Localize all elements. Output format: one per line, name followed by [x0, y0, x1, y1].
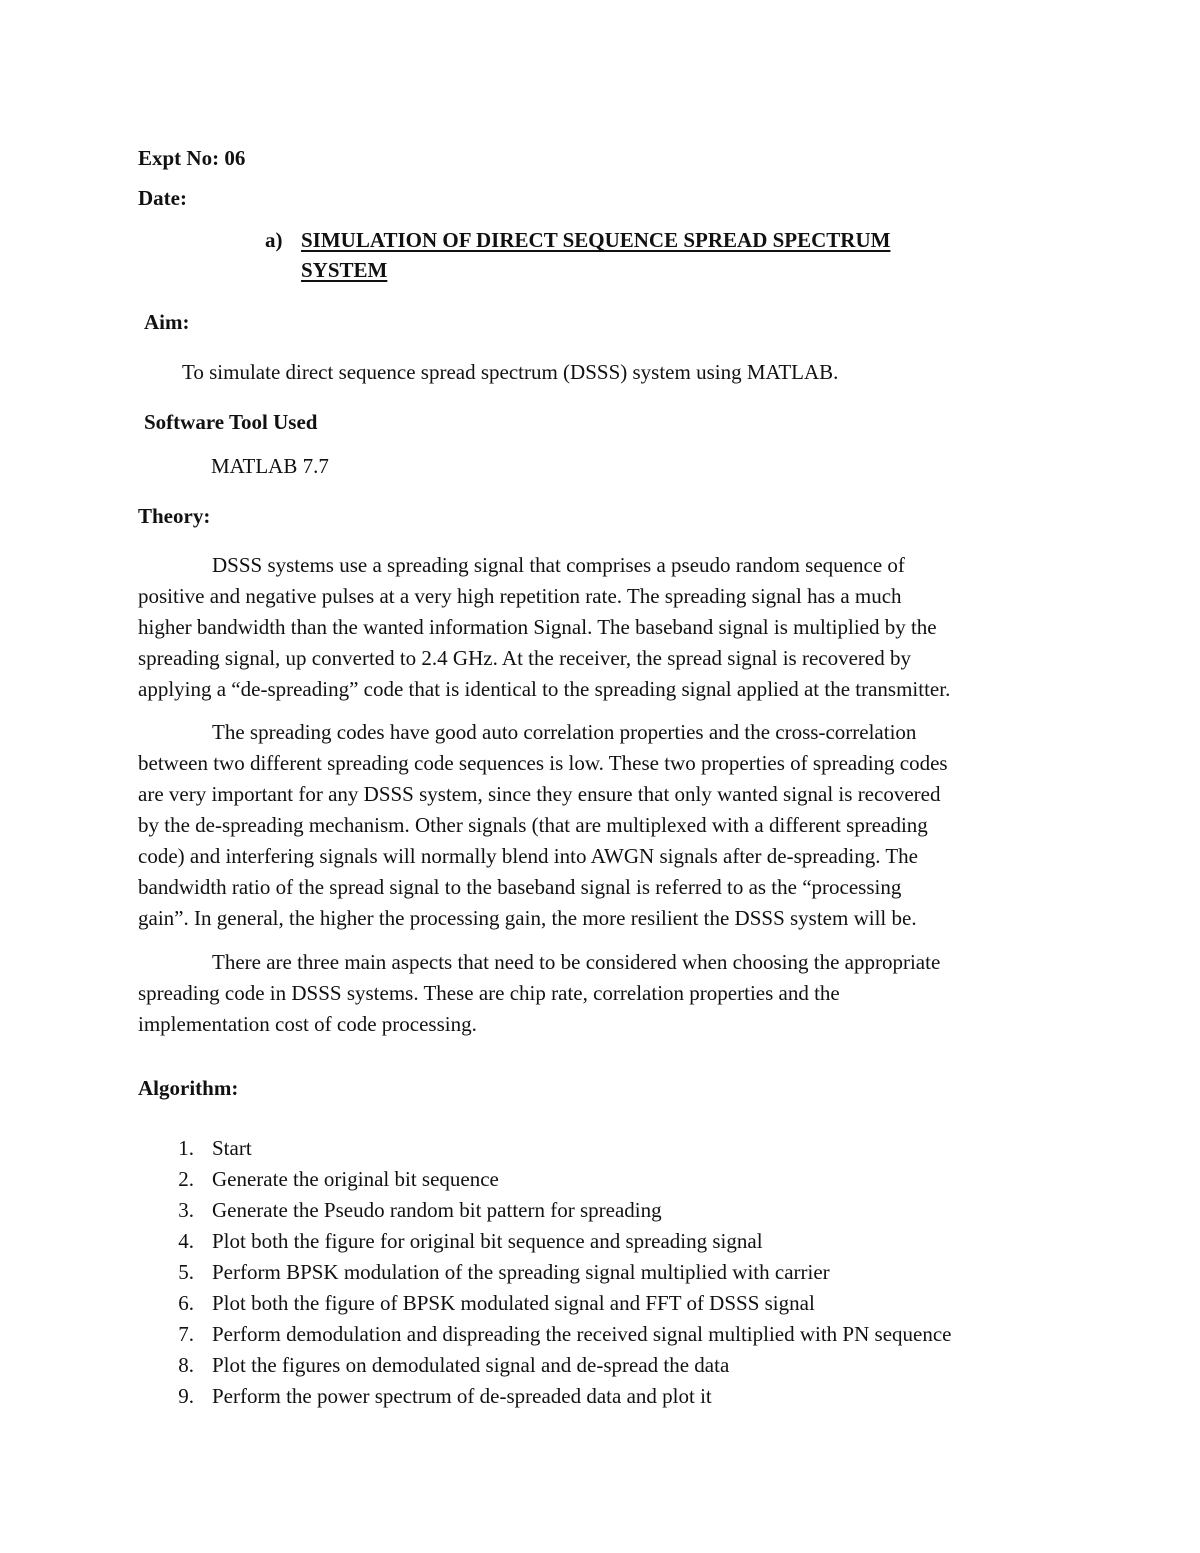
theory-heading: Theory:	[138, 504, 211, 528]
software-heading: Software Tool Used	[144, 410, 318, 434]
title-line-1: SIMULATION OF DIRECT SEQUENCE SPREAD SPECTRUM	[301, 228, 891, 252]
text-line: DSSS systems use a spreading signal that comprises a pseudo random sequence of	[212, 553, 905, 577]
algorithm-heading: Algorithm:	[138, 1076, 239, 1100]
list-item-number: 4.	[178, 1229, 194, 1253]
text-line: are very important for any DSSS system, since they ensure that only wanted signal is recovered	[138, 782, 941, 806]
list-item-text: Plot the figures on demodulated signal and de-spread the data	[212, 1353, 730, 1377]
list-item-text: Start	[212, 1136, 252, 1160]
text-line: spreading signal, up converted to 2.4 GHz. At the receiver, the spread signal is recovered by	[138, 646, 911, 670]
text-line: gain”. In general, the higher the processing gain, the more resilient the DSSS system will be.	[138, 906, 917, 930]
title-marker: a)	[265, 228, 283, 252]
list-item-number: 9.	[178, 1384, 194, 1408]
list-item-number: 8.	[178, 1353, 194, 1377]
list-item-number: 5.	[178, 1260, 194, 1284]
software-text: MATLAB 7.7	[211, 454, 329, 478]
list-item-text: Generate the original bit sequence	[212, 1167, 499, 1191]
aim-heading: Aim:	[144, 310, 190, 334]
list-item-number: 7.	[178, 1322, 194, 1346]
list-item-text: Plot both the figure of BPSK modulated signal and FFT of DSSS signal	[212, 1291, 815, 1315]
text-line: by the de-spreading mechanism. Other signals (that are multiplexed with a different spreading	[138, 813, 928, 837]
text-line: between two different spreading code sequences is low. These two properties of spreading codes	[138, 751, 948, 775]
text-line: positive and negative pulses at a very high repetition rate. The spreading signal has a much	[138, 584, 902, 608]
text-line: spreading code in DSSS systems. These are chip rate, correlation properties and the	[138, 981, 840, 1005]
text-line: implementation cost of code processing.	[138, 1012, 477, 1036]
theory-paragraph-2	[138, 717, 1058, 934]
list-item-text: Plot both the figure for original bit sequence and spreading signal	[212, 1229, 763, 1253]
date-label: Date:	[138, 186, 187, 210]
list-item-text: Generate the Pseudo random bit pattern for spreading	[212, 1198, 662, 1222]
text-line: applying a “de-spreading” code that is identical to the spreading signal applied at the transmitter.	[138, 677, 951, 701]
text-line: The spreading codes have good auto correlation properties and the cross-correlation	[212, 720, 917, 744]
expt-number: Expt No: 06	[138, 146, 246, 170]
text-line: bandwidth ratio of the spread signal to the baseband signal is referred to as the “processing	[138, 875, 902, 899]
list-item-number: 1.	[178, 1136, 194, 1160]
theory-paragraph-3	[138, 947, 1058, 1040]
text-line: code) and interfering signals will normally blend into AWGN signals after de-spreading. The	[138, 844, 918, 868]
list-item-text: Perform BPSK modulation of the spreading signal multiplied with carrier	[212, 1260, 830, 1284]
theory-paragraph-1	[138, 550, 1058, 705]
text-line: There are three main aspects that need to be considered when choosing the appropriate	[212, 950, 941, 974]
list-item-number: 2.	[178, 1167, 194, 1191]
list-item-number: 3.	[178, 1198, 194, 1222]
aim-text: To simulate direct sequence spread spectrum (DSSS) system using MATLAB.	[182, 360, 839, 384]
title-line-2: SYSTEM	[301, 258, 388, 282]
list-item-text: Perform the power spectrum of de-spreaded data and plot it	[212, 1384, 712, 1408]
list-item-text: Perform demodulation and dispreading the received signal multiplied with PN sequence	[212, 1322, 952, 1346]
text-line: higher bandwidth than the wanted information Signal. The baseband signal is multiplied by the	[138, 615, 937, 639]
list-item-number: 6.	[178, 1291, 194, 1315]
